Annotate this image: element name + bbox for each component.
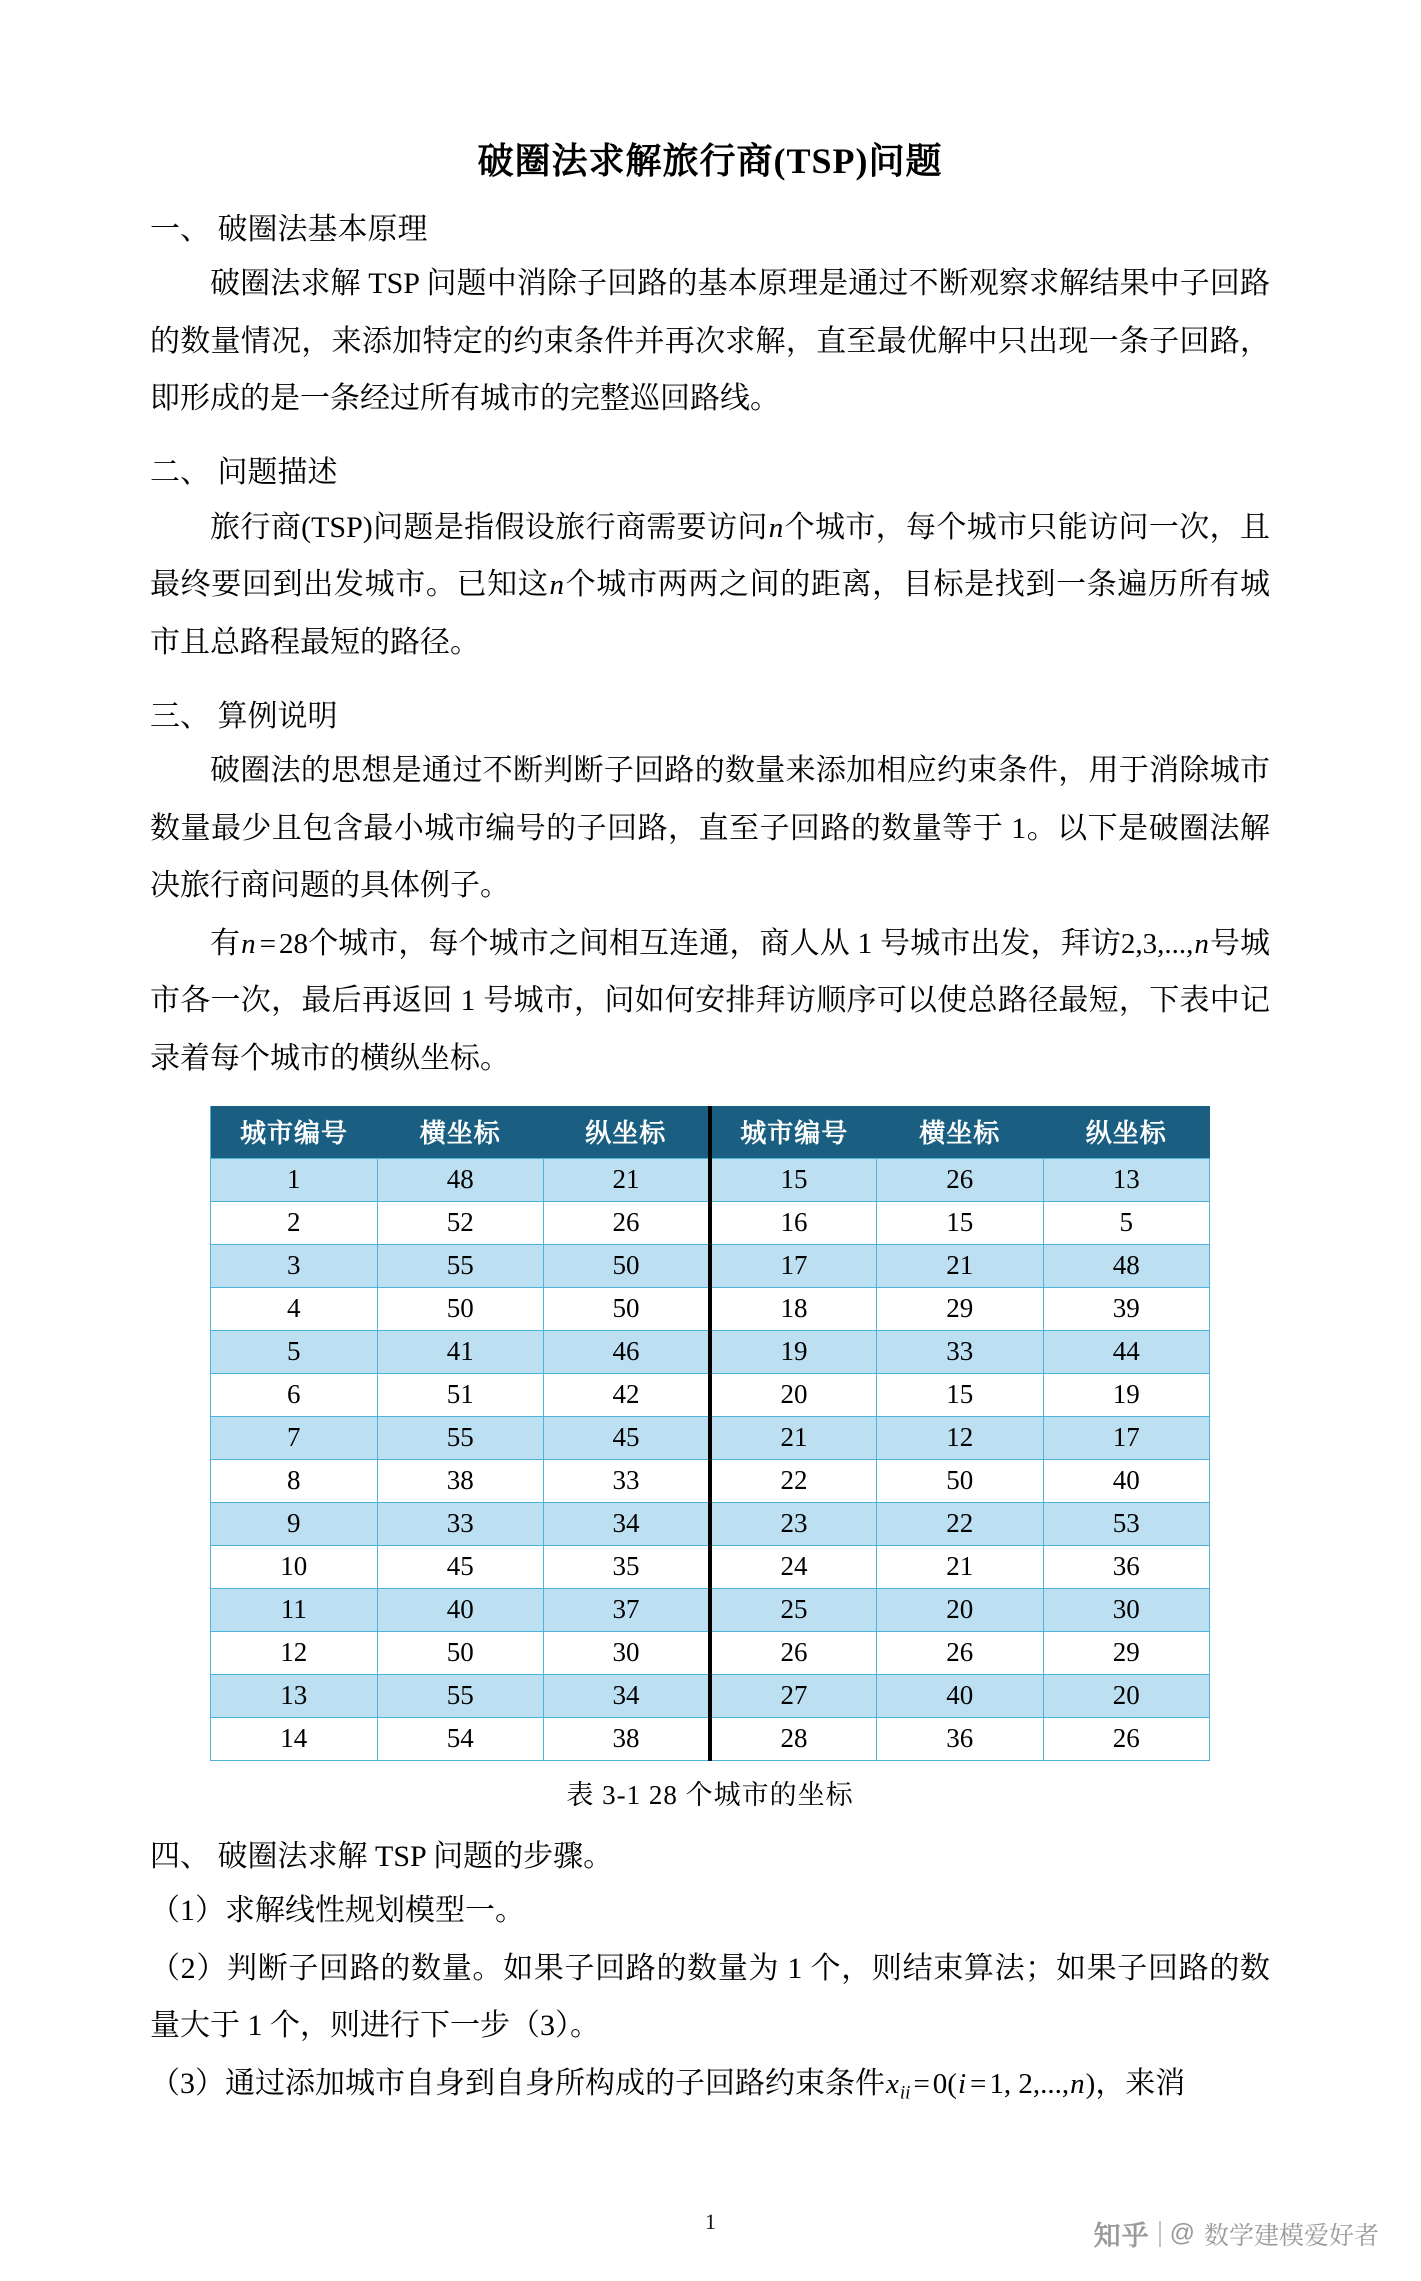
- table-row: [211, 1459, 1210, 1502]
- cell-x-left: 33: [377, 1502, 544, 1545]
- cell-x-right: 26: [877, 1631, 1044, 1674]
- cell-city-id-right: 17: [710, 1244, 877, 1287]
- cell-x-left: 41: [377, 1330, 544, 1373]
- cell-city-id-right: 23: [710, 1502, 877, 1545]
- cell-x-left: 55: [377, 1674, 544, 1717]
- cell-x-right: 29: [877, 1287, 1044, 1330]
- cell-city-id-right: 15: [710, 1158, 877, 1201]
- cell-city-id-right: 22: [710, 1459, 877, 1502]
- cell-city-id-left: 10: [211, 1545, 378, 1588]
- cell-city-id-right: 20: [710, 1373, 877, 1416]
- section-heading-2: 二、 问题描述: [150, 456, 338, 490]
- cell-y-right: 30: [1043, 1588, 1210, 1631]
- cell-x-right: 21: [877, 1244, 1044, 1287]
- math-var-n-4: n: [1194, 927, 1209, 960]
- math-var-n-5: n: [1070, 2067, 1085, 2100]
- table-row: [211, 1631, 1210, 1674]
- math-sub-ii: ii: [899, 2082, 911, 2104]
- math-close-paren: ): [1085, 2067, 1096, 2100]
- cell-y-right: 26: [1043, 1717, 1210, 1760]
- math-var-i: i: [957, 2067, 967, 2100]
- cell-y-left: 34: [544, 1502, 711, 1545]
- cell-y-right: 53: [1043, 1502, 1210, 1545]
- section-3-paragraph-1: 破圈法的思想是通过不断判断子回路的数量来添加相应约束条件，用于消除城市数量最少且包含最小城市编号的子回路，直至子回路的数量等于 1。以下是破圈法解决旅行商问题的具体例子。: [150, 754, 1270, 903]
- math-var-n-3: n: [241, 927, 256, 960]
- s3-text-b: 个城市，每个城市之间相互连通，商人从 1 号城市出发，拜访: [307, 926, 1121, 960]
- cell-x-left: 50: [377, 1287, 544, 1330]
- col-header-city-id-right: 城市编号: [710, 1106, 877, 1159]
- cell-y-left: 37: [544, 1588, 711, 1631]
- cell-city-id-left: 6: [211, 1373, 378, 1416]
- page-title: 破圈法求解旅行商(TSP)问题: [477, 141, 943, 181]
- cell-x-left: 45: [377, 1545, 544, 1588]
- step-2: （2）判断子回路的数量。如果子回路的数量为 1 个，则结束算法；如果子回路的数量大于 1 个，则进行下一步（3）。: [150, 1951, 1270, 2043]
- table-row: [211, 1416, 1210, 1459]
- cell-city-id-right: 19: [710, 1330, 877, 1373]
- cell-city-id-right: 16: [710, 1201, 877, 1244]
- step-3-text-a: （3）通过添加城市自身到自身所构成的子回路约束条件: [150, 2066, 885, 2100]
- cell-x-right: 20: [877, 1588, 1044, 1631]
- cell-x-left: 38: [377, 1459, 544, 1502]
- math-zero-paren: 0(: [932, 2067, 957, 2100]
- cell-y-left: 34: [544, 1674, 711, 1717]
- cell-y-left: 45: [544, 1416, 711, 1459]
- s2-text-c: 个城市两两之间的距离，目标是找到一条遍历所有城市且总路程最短的路径。: [150, 568, 1271, 659]
- cell-x-left: 54: [377, 1717, 544, 1760]
- cell-y-left: 33: [544, 1459, 711, 1502]
- table-row: [211, 1244, 1210, 1287]
- cell-x-right: 36: [877, 1717, 1044, 1760]
- cell-x-right: 40: [877, 1674, 1044, 1717]
- cell-city-id-right: 24: [710, 1545, 877, 1588]
- cell-y-right: 40: [1043, 1459, 1210, 1502]
- math-op-equals-3: =: [970, 2067, 987, 2100]
- cell-y-left: 30: [544, 1631, 711, 1674]
- cell-y-right: 19: [1043, 1373, 1210, 1416]
- cell-x-left: 52: [377, 1201, 544, 1244]
- cell-x-right: 33: [877, 1330, 1044, 1373]
- step-3-text-b: ，来消: [1095, 2066, 1186, 2100]
- cell-y-right: 48: [1043, 1244, 1210, 1287]
- cell-city-id-left: 9: [211, 1502, 378, 1545]
- zhihu-logo: 知乎: [1093, 2221, 1150, 2251]
- col-header-city-id-left: 城市编号: [211, 1106, 378, 1159]
- table-row: [211, 1588, 1210, 1631]
- page-content: [150, 0, 1270, 2113]
- cell-y-right: 20: [1043, 1674, 1210, 1717]
- cell-city-id-right: 21: [710, 1416, 877, 1459]
- col-header-y-right: 纵坐标: [1043, 1106, 1210, 1159]
- watermark-username: 数学建模爱好者: [1203, 2221, 1379, 2250]
- cell-city-id-right: 26: [710, 1631, 877, 1674]
- watermark-at-sign: @: [1169, 2219, 1195, 2247]
- city-coordinates-table: [210, 1106, 1210, 1761]
- cell-x-right: 22: [877, 1502, 1044, 1545]
- cell-city-id-left: 1: [211, 1158, 378, 1201]
- section-heading-3: 三、 算例说明: [150, 699, 338, 733]
- cell-y-left: 26: [544, 1201, 711, 1244]
- cell-x-left: 51: [377, 1373, 544, 1416]
- cell-x-left: 55: [377, 1416, 544, 1459]
- cell-y-left: 50: [544, 1244, 711, 1287]
- s2-text-b: 个城市，每个城市只能访问一次，且最终要回到出发城市。已知这: [150, 510, 1270, 602]
- cell-x-right: 15: [877, 1373, 1044, 1416]
- cell-city-id-right: 25: [710, 1588, 877, 1631]
- step-1: （1）求解线性规划模型一。: [150, 1894, 525, 1928]
- math-index-range: 1, 2,...,: [989, 2067, 1070, 2100]
- cell-x-right: 12: [877, 1416, 1044, 1459]
- math-var-n-1: n: [768, 511, 784, 544]
- cell-y-right: 29: [1043, 1631, 1210, 1674]
- cell-y-left: 42: [544, 1373, 711, 1416]
- table-row: [211, 1330, 1210, 1373]
- table-header-row: [211, 1106, 1210, 1159]
- table-caption: 表 3-1 28 个城市的坐标: [566, 1779, 854, 1810]
- s3-text-c: 号城市各一次，最后再返回 1 号城市，问如何安排拜访顺序可以使总路径最短，下表中记录着每个城市的横纵坐标。: [150, 926, 1271, 1076]
- cell-city-id-left: 4: [211, 1287, 378, 1330]
- watermark-attribution: [1094, 2214, 1379, 2253]
- table-row: [211, 1674, 1210, 1717]
- cell-x-right: 15: [877, 1201, 1044, 1244]
- cell-y-left: 50: [544, 1287, 711, 1330]
- cell-y-left: 46: [544, 1330, 711, 1373]
- cell-y-right: 44: [1043, 1330, 1210, 1373]
- cell-y-left: 21: [544, 1158, 711, 1201]
- col-header-x-right: 横坐标: [877, 1106, 1044, 1159]
- cell-y-right: 36: [1043, 1545, 1210, 1588]
- math-city-list: 2,3,...,: [1120, 927, 1194, 960]
- cell-city-id-right: 28: [710, 1717, 877, 1760]
- table-row: [211, 1201, 1210, 1244]
- table-row: [211, 1373, 1210, 1416]
- math-op-equals-1: =: [259, 927, 276, 960]
- step-3: [150, 2055, 1270, 2113]
- cell-city-id-left: 14: [211, 1717, 378, 1760]
- city-coordinates-table-wrapper: [150, 1106, 1270, 1761]
- col-header-x-left: 横坐标: [377, 1106, 544, 1159]
- cell-x-right: 26: [877, 1158, 1044, 1201]
- cell-y-right: 17: [1043, 1416, 1210, 1459]
- math-num-28: 28: [278, 927, 308, 960]
- section-heading-1: 一、 破圈法基本原理: [150, 212, 428, 246]
- cell-city-id-right: 18: [710, 1287, 877, 1330]
- cell-city-id-left: 8: [211, 1459, 378, 1502]
- col-header-y-left: 纵坐标: [544, 1106, 711, 1159]
- cell-x-left: 55: [377, 1244, 544, 1287]
- cell-city-id-left: 13: [211, 1674, 378, 1717]
- cell-y-right: 13: [1043, 1158, 1210, 1201]
- table-row: [211, 1287, 1210, 1330]
- s3-text-a: 有: [210, 926, 241, 960]
- watermark-divider: [1159, 2221, 1161, 2247]
- cell-city-id-left: 11: [211, 1588, 378, 1631]
- cell-x-right: 50: [877, 1459, 1044, 1502]
- cell-y-right: 5: [1043, 1201, 1210, 1244]
- cell-x-left: 40: [377, 1588, 544, 1631]
- section-3-paragraph-2: [150, 915, 1270, 1088]
- cell-y-right: 39: [1043, 1287, 1210, 1330]
- cell-city-id-right: 27: [710, 1674, 877, 1717]
- section-1-paragraph: 破圈法求解 TSP 问题中消除子回路的基本原理是通过不断观察求解结果中子回路的数量情况，来添加特定的约束条件并再次求解，直至最优解中只出现一条子回路，即形成的是一条经过所有城市的完整巡回路线。: [150, 267, 1270, 416]
- cell-x-left: 48: [377, 1158, 544, 1201]
- cell-y-left: 38: [544, 1717, 711, 1760]
- table-row: [211, 1158, 1210, 1201]
- cell-y-left: 35: [544, 1545, 711, 1588]
- cell-city-id-left: 7: [211, 1416, 378, 1459]
- table-body: [211, 1158, 1210, 1760]
- section-2-paragraph: [150, 499, 1270, 672]
- math-var-n-2: n: [549, 569, 564, 602]
- page-number: 1: [705, 2209, 716, 2234]
- cell-city-id-left: 3: [211, 1244, 378, 1287]
- s2-text-a: 旅行商(TSP)问题是指假设旅行商需要访问: [210, 510, 768, 544]
- cell-city-id-left: 12: [211, 1631, 378, 1674]
- math-var-x: x: [886, 2067, 899, 2100]
- cell-city-id-left: 5: [211, 1330, 378, 1373]
- math-op-equals-2: =: [913, 2067, 930, 2100]
- cell-x-left: 50: [377, 1631, 544, 1674]
- cell-x-right: 21: [877, 1545, 1044, 1588]
- section-heading-4: 四、 破圈法求解 TSP 问题的步骤。: [150, 1839, 614, 1873]
- table-row: [211, 1502, 1210, 1545]
- table-row: [211, 1545, 1210, 1588]
- cell-city-id-left: 2: [211, 1201, 378, 1244]
- table-row: [211, 1717, 1210, 1760]
